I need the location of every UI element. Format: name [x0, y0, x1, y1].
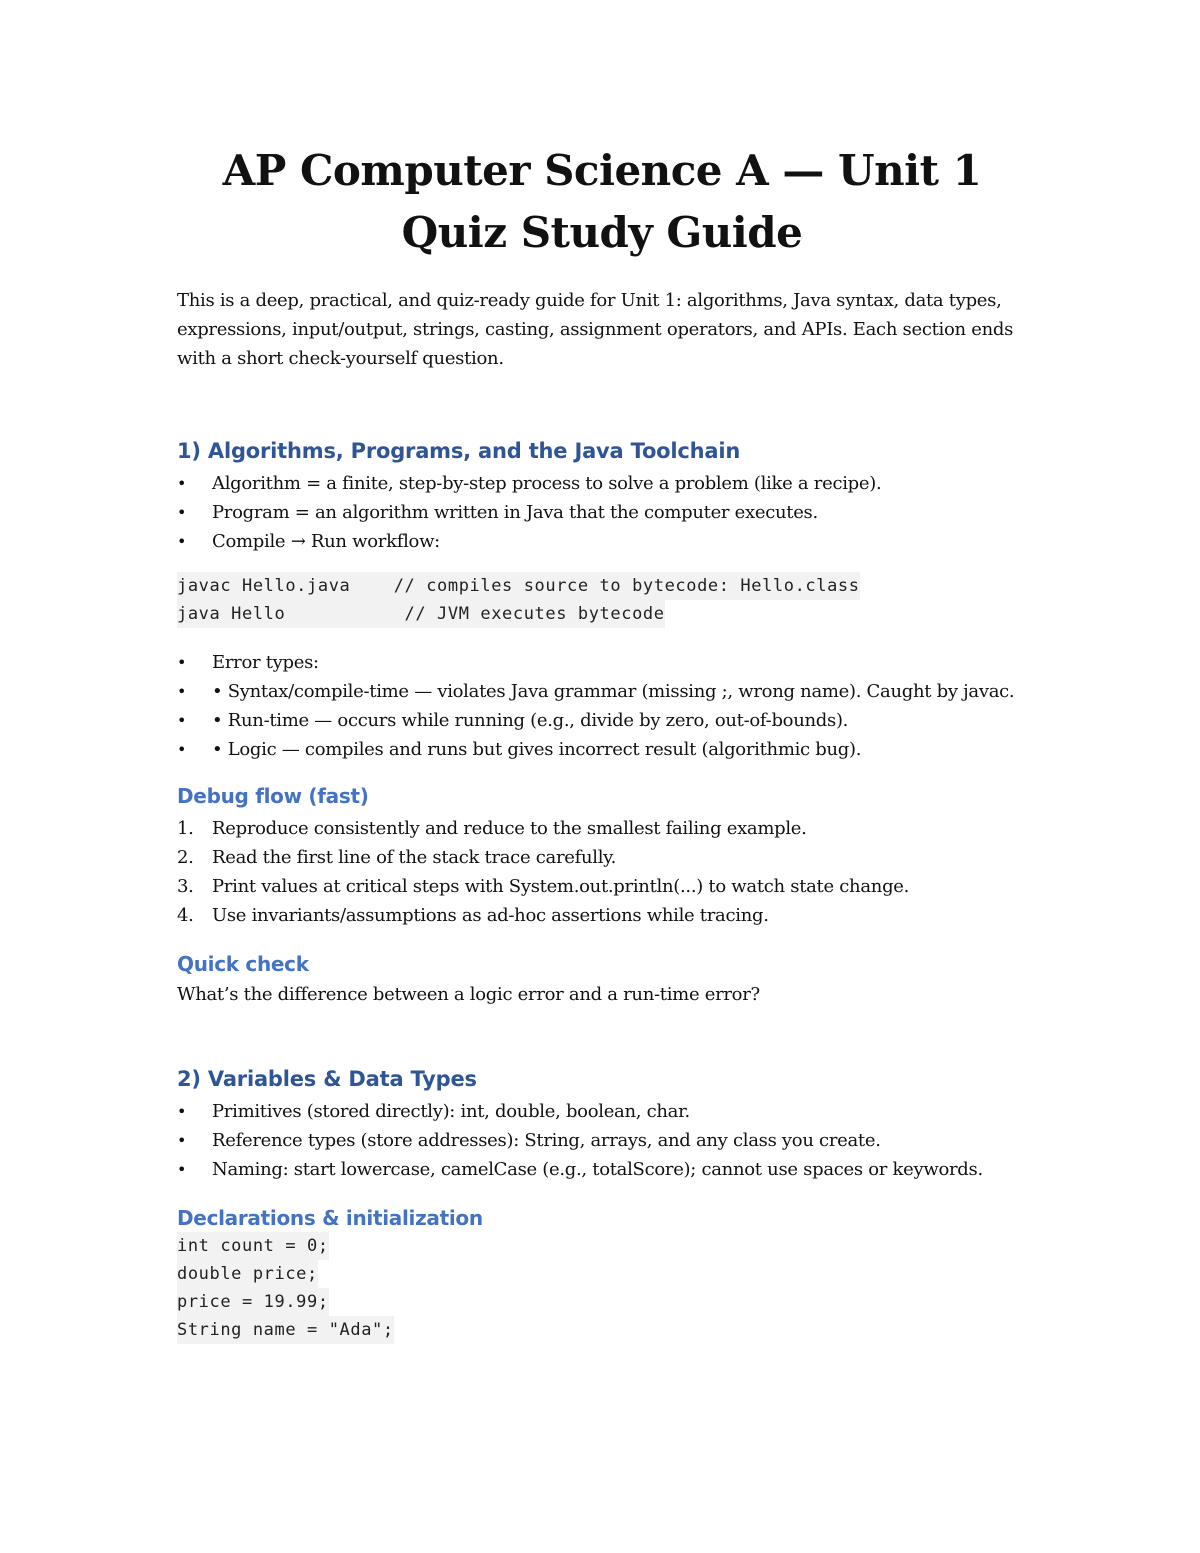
list-item: • • Logic — compiles and runs but gives incorrect result (algorithmic bug). [177, 735, 1027, 764]
section-2-bullet-list [177, 1097, 1027, 1184]
quick-check-question: What’s the difference between a logic error and a run-time error? [177, 984, 760, 1005]
code-line: String name = "Ada"; [177, 1316, 394, 1344]
code-line: int count = 0; [177, 1232, 329, 1260]
debug-steps-list [177, 814, 1027, 930]
debug-flow-heading: Debug flow (fast) [177, 784, 369, 808]
list-item: 1. Reproduce consistently and reduce to the smallest failing example. [177, 814, 1027, 843]
bullet-marker: • [177, 653, 187, 672]
code-line: price = 19.99; [177, 1288, 329, 1316]
error-types-list [177, 648, 1027, 764]
declarations-heading: Declarations & initialization [177, 1206, 483, 1230]
list-item: • Error types: [177, 648, 1027, 677]
quick-check-heading: Quick check [177, 952, 309, 976]
step-number: 1. [177, 818, 194, 839]
bullet-marker: • [177, 682, 187, 701]
list-item: • Compile → Run workflow: [177, 527, 1027, 556]
document-content [177, 140, 1027, 1344]
list-item: 4. Use invariants/assumptions as ad-hoc assertions while tracing. [177, 901, 1027, 930]
code-line: javac Hello.java // compiles source to bytecode: Hello.class [177, 572, 860, 600]
bullet-marker: • [177, 503, 187, 522]
bullet-marker: • [177, 711, 187, 730]
code-line: double price; [177, 1260, 318, 1288]
bullet-marker: • [177, 532, 187, 551]
bullet-marker: • [177, 1102, 187, 1121]
bullet-marker: • [177, 474, 187, 493]
code-line: java Hello // JVM executes bytecode [177, 600, 665, 628]
section-2-heading: 2) Variables & Data Types [177, 1067, 477, 1091]
list-item: 2. Read the first line of the stack trace carefully. [177, 843, 1027, 872]
document-title: AP Computer Science A — Unit 1 Quiz Study Guide [222, 146, 982, 257]
list-item: • Primitives (stored directly): int, double, boolean, char. [177, 1097, 1027, 1126]
list-item: • Algorithm = a finite, step-by-step process to solve a problem (like a recipe). [177, 469, 1027, 498]
step-number: 3. [177, 876, 194, 897]
list-item: • • Syntax/compile-time — violates Java grammar (missing ;, wrong name). Caught by javac. [177, 677, 1027, 706]
list-item: • Reference types (store addresses): String, arrays, and any class you create. [177, 1126, 1027, 1155]
list-item: • Program = an algorithm written in Java that the computer executes. [177, 498, 1027, 527]
bullet-marker: • [177, 1160, 187, 1179]
list-item: • • Run-time — occurs while running (e.g., divide by zero, out-of-bounds). [177, 706, 1027, 735]
step-number: 2. [177, 847, 194, 868]
compile-code-block [177, 572, 1027, 628]
section-1-bullet-list [177, 469, 1027, 556]
section-1-heading: 1) Algorithms, Programs, and the Java Toolchain [177, 439, 741, 463]
list-item: • Naming: start lowercase, camelCase (e.g., totalScore); cannot use spaces or keywords. [177, 1155, 1027, 1184]
bullet-marker: • [177, 740, 187, 759]
list-item: 3. Print values at critical steps with System.out.println(...) to watch state change. [177, 872, 1027, 901]
declarations-code-block [177, 1232, 1027, 1344]
intro-paragraph: This is a deep, practical, and quiz-ready guide for Unit 1: algorithms, Java syntax, data types, expressions, input/output, strings, casting, assignment operators, and APIs. Each section ends with a short check-yourself question. [177, 290, 1014, 369]
bullet-marker: • [177, 1131, 187, 1150]
step-number: 4. [177, 905, 194, 926]
